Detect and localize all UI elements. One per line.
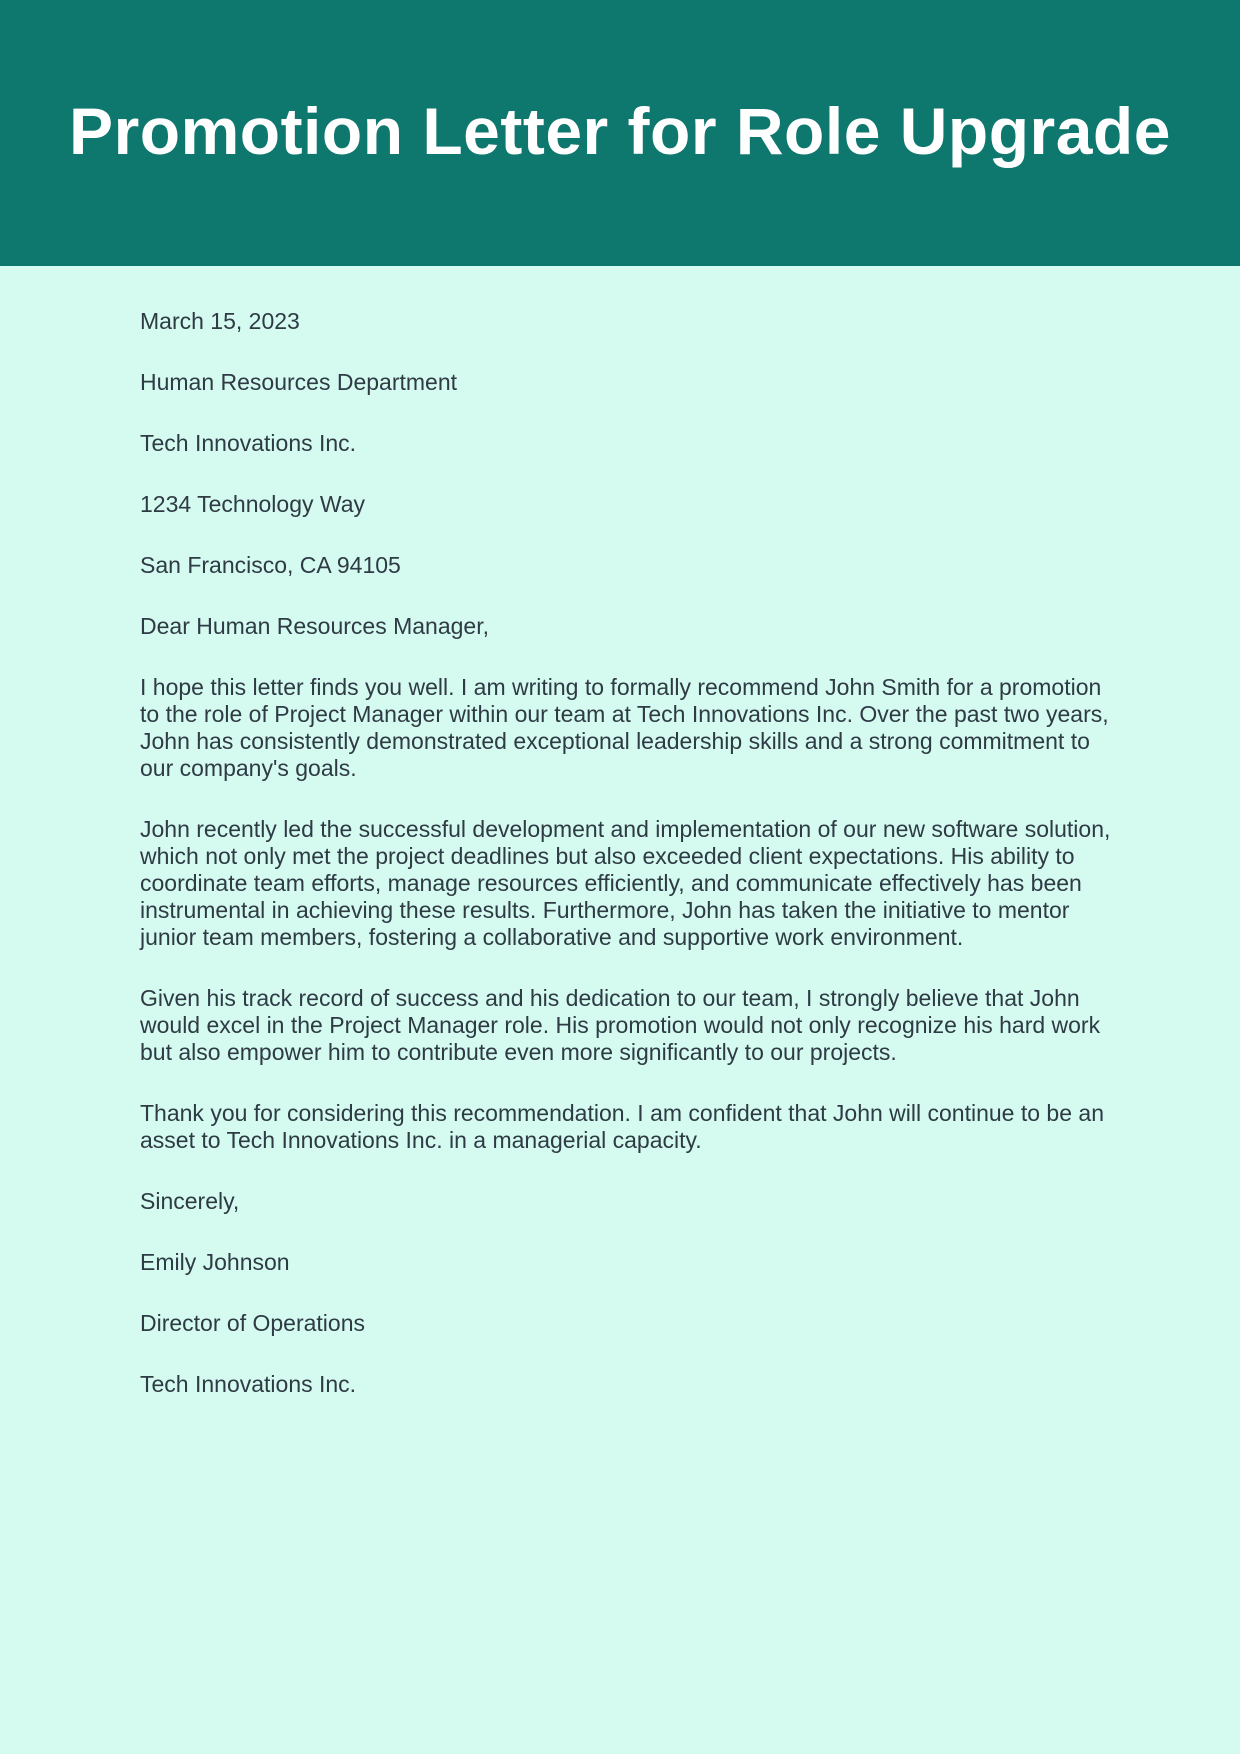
letter-header [0, 0, 1240, 266]
body-paragraph-1: I hope this letter finds you well. I am writing to formally recommend John Smith for a promotion to the role of Project Manager within our team at Tech Innovations Inc. Over the past two years, John has consistently demonstrated exceptional leadership skills and a strong commitment to our company's goals. [140, 674, 1109, 781]
page-title: Promotion Letter for Role Upgrade [69, 94, 1171, 168]
recipient-street: 1234 Technology Way [140, 491, 366, 517]
signature-name: Emily Johnson [140, 1249, 290, 1275]
recipient-company: Tech Innovations Inc. [140, 430, 357, 456]
body-paragraph-2: John recently led the successful development and implementation of our new software solution, which not only met the project deadlines but also exceeded client expectations. His ability to coordinate team efforts, manage resources efficiently, and communicate effectively has been instrumental in achieving these results. Furthermore, John has taken the initiative to mentor junior team members, fostering a collaborative and supportive work environment. [140, 816, 1111, 950]
letter-body [140, 266, 1115, 1398]
signature-title: Director of Operations [140, 1310, 365, 1336]
closing: Sincerely, [140, 1188, 240, 1214]
letter-date: March 15, 2023 [140, 308, 300, 334]
recipient-city: San Francisco, CA 94105 [140, 552, 401, 578]
signature-company: Tech Innovations Inc. [140, 1371, 357, 1397]
body-paragraph-4: Thank you for considering this recommendation. I am confident that John will continue to be an asset to Tech Innovations Inc. in a managerial capacity. [140, 1100, 1104, 1153]
recipient-department: Human Resources Department [140, 369, 458, 395]
body-paragraph-3: Given his track record of success and his dedication to our team, I strongly believe that John would excel in the Project Manager role. His promotion would not only recognize his hard work but also empower him to contribute even more significantly to our projects. [140, 985, 1101, 1065]
salutation: Dear Human Resources Manager, [140, 613, 489, 639]
